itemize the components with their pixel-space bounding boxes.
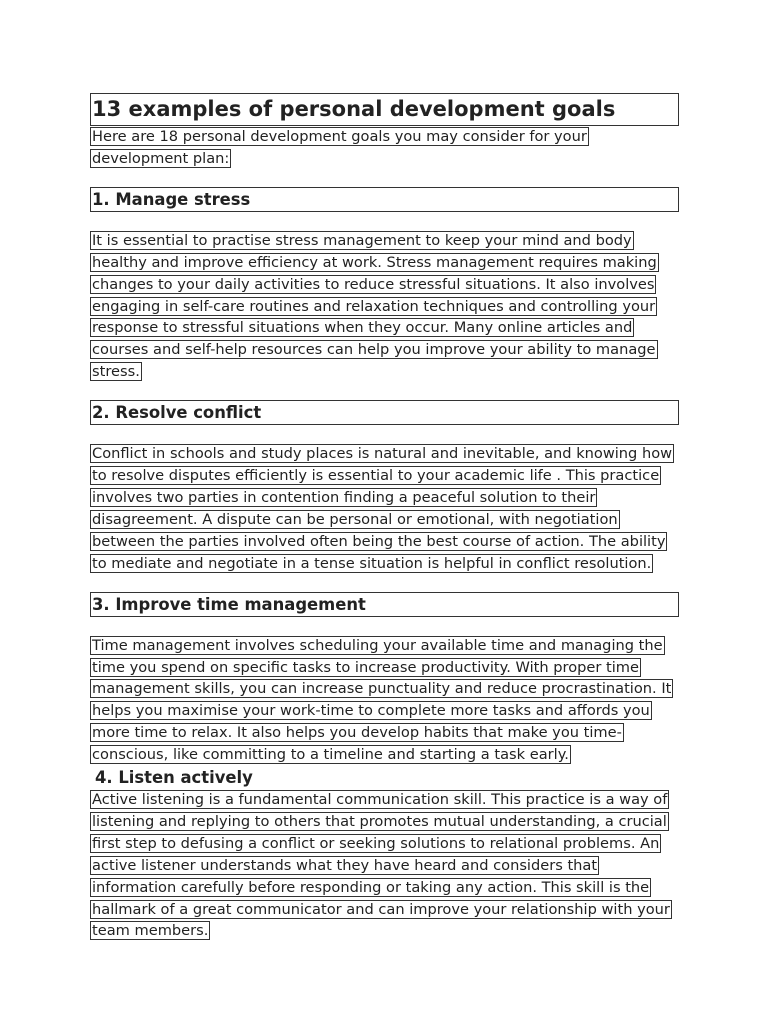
section-heading-listen-actively: 4. Listen actively	[95, 768, 253, 788]
section-heading-resolve-conflict: 2. Resolve conflict	[90, 400, 679, 425]
section-body-text: Time management involves scheduling your available time and managing the time you spend on specific tasks to increase productivity. With proper time management skills, you can increase punctuality and reduce procrastination. It helps you maximise your work-time to complete more tasks and affords you more time to relax. It also helps you develop habits that make you time-conscious, like committing to a timeline and starting a task early.	[92, 636, 672, 764]
section-body-improve-time-management	[90, 635, 679, 766]
section-body-text: Conflict in schools and study places is natural and inevitable, and knowing how to resolve disputes efficiently is essential to your academic life . This practice involves two parties in contention finding a peaceful solution to their disagreement. A dispute can be personal or emotional, with negotiation between the parties involved often being the best course of action. The ability to mediate and negotiate in a tense situation is helpful in conflict resolution.	[92, 445, 673, 572]
section-body-listen-actively	[90, 789, 679, 942]
document-page	[90, 93, 679, 942]
intro-paragraph	[90, 126, 679, 170]
section-body-manage-stress	[90, 230, 679, 383]
intro-text: Here are 18 personal development goals you may consider for your development plan:	[92, 128, 587, 167]
section-heading-improve-time-management: 3. Improve time management	[90, 592, 679, 617]
section-body-text: Active listening is a fundamental communication skill. This practice is a way of listening and replying to others that promotes mutual understanding, a crucial first step to defusing a conflict or seeking solutions to relational problems. An active listener understands what they have heard and considers that information carefully before responding or taking any action. This skill is the hallmark of a great communicator and can improve your relationship with your team members.	[92, 791, 670, 940]
section-body-resolve-conflict	[90, 443, 679, 574]
page-title: 13 examples of personal development goals	[90, 93, 679, 126]
section-heading-manage-stress: 1. Manage stress	[90, 187, 679, 212]
section-body-text: It is essential to practise stress management to keep your mind and body healthy and improve efficiency at work. Stress management requires making changes to your daily activities to reduce stressful situations. It also involves engaging in self-care routines and relaxation techniques and controlling your response to stressful situations when they occur. Many online articles and courses and self-help resources can help you improve your ability to manage stress.	[92, 231, 657, 381]
